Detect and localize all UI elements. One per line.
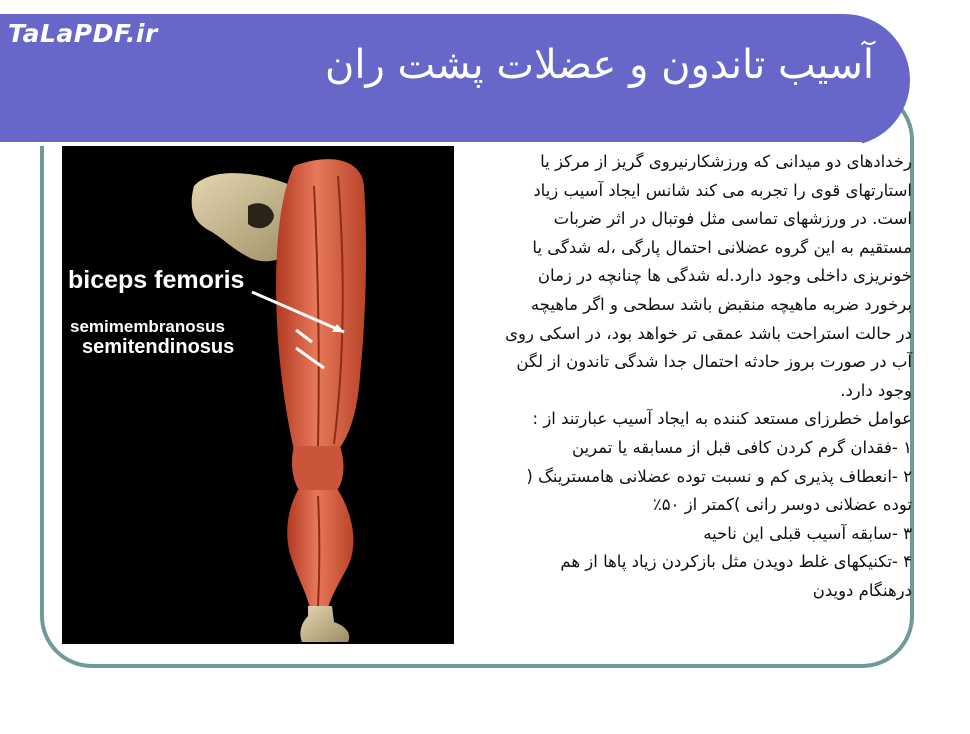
list-item: ۱ -فقدان گرم کردن کافی قبل از مسابقه یا تمرین xyxy=(571,437,912,457)
list-item: ۴ -تکنیکهای غلط دویدن مثل بازکردن زیاد پاها از هم xyxy=(560,552,912,572)
text-line: مستقیم به این گروه عضلانی احتمال پارگی ،له شدگی یا xyxy=(532,237,912,257)
text-line: عوامل خطرزای مستعد کننده به ایجاد آسیب عبارتند از : xyxy=(532,409,912,429)
list-item: درهنگام دویدن xyxy=(812,580,912,600)
hamstring-anatomy-figure xyxy=(62,146,454,644)
label-semitendinosus: semitendinosus xyxy=(82,336,235,358)
label-biceps-femoris: biceps femoris xyxy=(68,266,245,294)
text-line: در حالت استراحت باشد عمقی تر خواهد بود، در اسکی روی xyxy=(505,323,912,343)
leg-illustration xyxy=(62,146,454,644)
text-line: وجود دارد. xyxy=(840,380,912,400)
label-semimembranosus: semimembranosus xyxy=(70,317,225,336)
list-item: ۲ -انعطاف پذیری کم و نسبت توده عضلانی هامسترینگ ( xyxy=(526,466,912,486)
body-text xyxy=(462,148,912,606)
slide-title: آسیب تاندون و عضلات پشت ران xyxy=(325,42,874,88)
list-item: ۳ -سابقه آسیب قبلی این ناحیه xyxy=(703,523,912,543)
knee-region xyxy=(292,446,343,492)
foot-bone xyxy=(300,606,349,642)
text-line: برخورد ضربه ماهیچه منقبض باشد سطحی و اگر ماهیچه xyxy=(530,294,912,314)
text-line: رخدادهای دو میدانی که ورزشکارنیروی گریز از مرکز یا xyxy=(540,152,912,171)
text-line: استارتهای قوی را تجربه می کند شانس ایجاد آسیب زیاد xyxy=(533,180,912,200)
watermark-logo: TaLaPDF.ir xyxy=(8,19,158,48)
text-line: خونریزی داخلی وجود دارد.له شدگی ها چنانچه در زمان xyxy=(537,266,912,286)
thigh-muscle xyxy=(276,159,366,450)
list-item: توده عضلانی دوسر رانی )کمتر از ۵۰٪ xyxy=(652,495,912,515)
text-line: آب در صورت بروز حادثه احتمال جدا شدگی تاندون از لگن xyxy=(516,352,912,372)
text-line: است. در ورزشهای تماسی مثل فوتبال در اثر ضربات xyxy=(553,209,912,229)
